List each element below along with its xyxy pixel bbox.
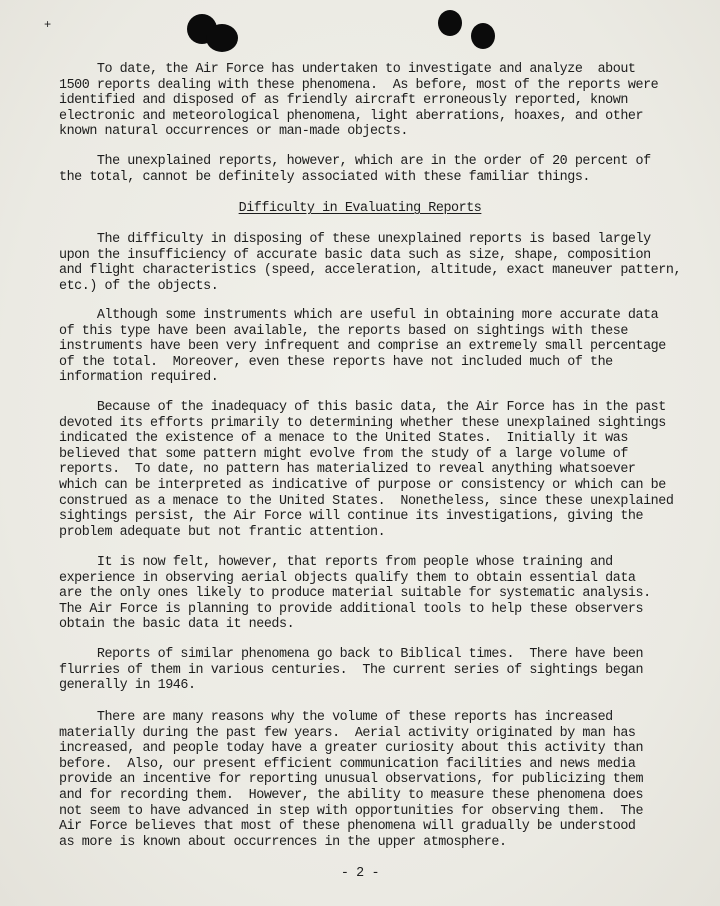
paragraph-basic-data: Because of the inadequacy of this basic data, the Air Force has in the past devoted its efforts primarily to determining whether these unexplained sightings indicated the existence of a menace to the United States. Initially it was believed that some pattern might evolve from the study of a large volume of reports. To date, no pattern has materialized to reveal anything whatsoever which can be interpreted as indicative of purpose or consistency or which can be construed as a menace to the United States. Nonetheless, since these unexplained sightings persist, the Air Force will continue its investigations, giving the problem adequate but not frantic attention. bbox=[59, 400, 674, 540]
punch-hole-mark bbox=[438, 10, 462, 36]
section-heading: Difficulty in Evaluating Reports bbox=[238, 201, 482, 216]
paragraph-increase-reasons: There are many reasons why the volume of these reports has increased materially during the past few years. Aerial activity originated by man has increased, and people today have a greater curiosity about this activity than before. Also, our present efficient communication facilities and news media provide an incentive for reporting unusual observations, for publicizing them and for recording them. However, the ability to measure these phenomena does not seem to have advanced in step with opportunities for observing them. The Air Force believes that most of these phenomena will gradually be understood as more is known about occurrences in the upper atmosphere. bbox=[59, 710, 644, 850]
corner-mark: + bbox=[44, 18, 52, 32]
paragraph-history: Reports of similar phenomena go back to Biblical times. There have been flurries of them in various centuries. The current series of sightings began generally in 1946. bbox=[59, 647, 644, 694]
paragraph-difficulty: The difficulty in disposing of these unexplained reports is based largely upon the insufficiency of accurate basic data such as size, shape, composition and flight characteristics (speed, acceleration, altitude, exact maneuver pattern, etc.) of the objects. bbox=[59, 232, 682, 294]
punch-hole-mark bbox=[471, 23, 495, 49]
punch-hole-mark bbox=[206, 24, 238, 52]
paragraph-instruments: Although some instruments which are useful in obtaining more accurate data of this type have been available, the reports based on sightings with these instruments have been very infrequent and comprise an extremely small percentage of the total. Moreover, even these reports have not included much of the information required. bbox=[59, 308, 666, 386]
page-number: - 2 - bbox=[340, 866, 380, 881]
paragraph-trained-observers: It is now felt, however, that reports from people whose training and experience in observing aerial objects qualify them to obtain essential data are the only ones likely to produce material suitable for systematic analysis. The Air Force is planning to provide additional tools to help these observers obtain the basic data it needs. bbox=[59, 555, 651, 633]
paragraph-unexplained-reports: The unexplained reports, however, which are in the order of 20 percent of the total, cannot be definitely associated with these familiar things. bbox=[59, 154, 651, 185]
paragraph-reports-investigated: To date, the Air Force has undertaken to investigate and analyze about 1500 reports dealing with these phenomena. As before, most of the reports were identified and disposed of as friendly aircraft erroneously reported, known electronic and meteorological phenomena, light aberrations, hoaxes, and other known natural occurrences or man-made objects. bbox=[59, 62, 659, 140]
